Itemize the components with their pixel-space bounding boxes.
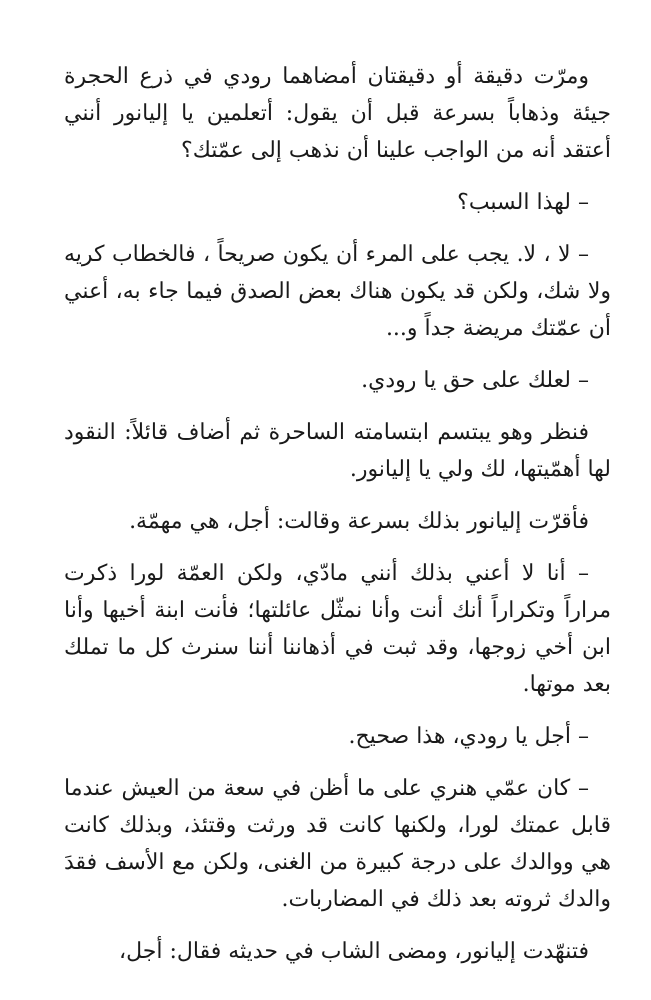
paragraph-10: فتنهّدت إليانور، ومضى الشاب في حديثه فقال: أجل، [119, 939, 589, 964]
paragraph-1: ومرّت دقيقة أو دقيقتان أمضاهما رودي في ذرع الحجرة جيئة وذهاباً بسرعة قبل أن يقول: أتعلمين يا إليانور أنني أعتقد أنه من الواجب علينا أن نذهب إلى عمّتك؟ [64, 64, 611, 163]
paragraph-7: – أنا لا أعني بذلك أنني مادّي، ولكن العمّة لورا ذكرت مراراً وتكراراً أنك أنت وأنا نمثّل عائلتها؛ فأنت ابنة أخيها وأنا ابن أخي زوجها، وقد ثبت في أذهاننا أننا سنرث كل ما تملك بعد موتها. [64, 561, 611, 697]
paragraph-5: فنظر وهو يبتسم ابتسامته الساحرة ثم أضاف قائلاً: النقود لها أهمّيتها، لك ولي يا إليانور. [64, 420, 611, 482]
paragraph-8: – أجل يا رودي، هذا صحيح. [348, 724, 589, 749]
paragraph-2: – لهذا السبب؟ [457, 190, 589, 215]
paragraph-3: – لا ، لا. يجب على المرء أن يكون صريحاً ، فالخطاب كريه ولا شك، ولكن قد يكون هناك بعض الصدق فيما جاء به، أعني أن عمّتك مريضة جداً و... [64, 242, 611, 341]
paragraph-9: – كان عمّي هنري على ما أظن في سعة من العيش عندما قابل عمتك لورا، ولكنها كانت قد ورثت وقتئذ، وبذلك كانت هي ووالدك على درجة كبيرة من الغنى، ولكن مع الأسف فقدَ والدك ثروته بعد ذلك في المضاربات. [64, 776, 611, 912]
paragraph-6: فأقرّت إليانور بذلك بسرعة وقالت: أجل، هي مهمّة. [129, 509, 589, 534]
paragraph-4: – لعلك على حق يا رودي. [361, 368, 589, 393]
